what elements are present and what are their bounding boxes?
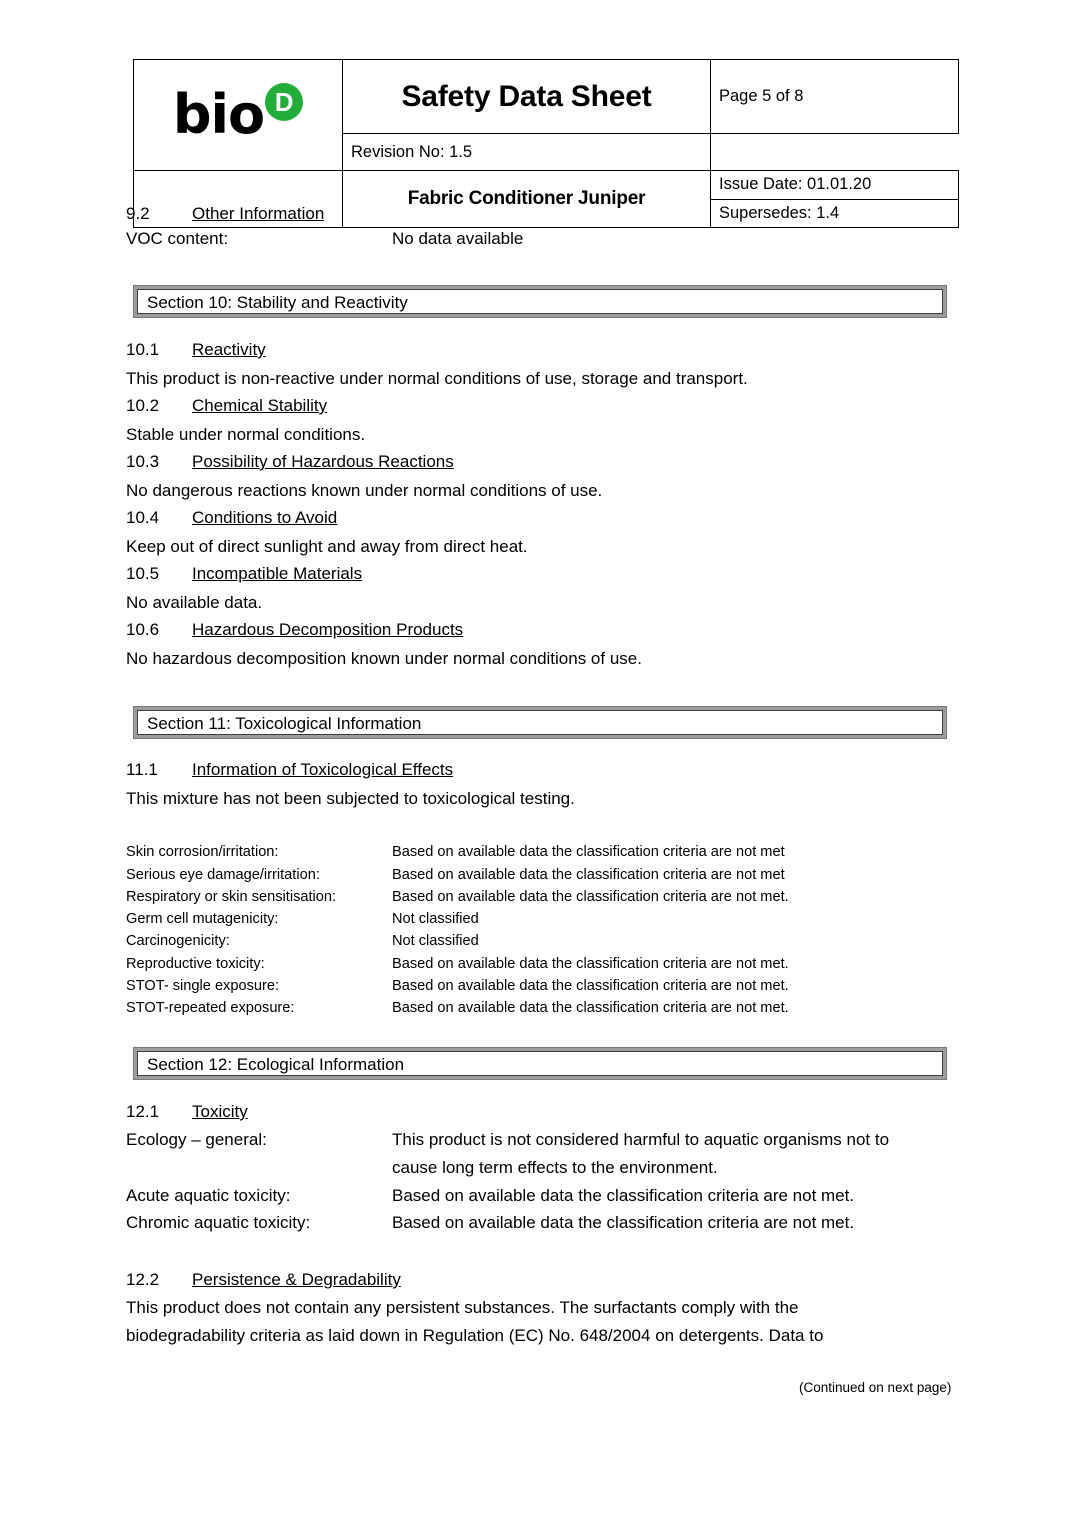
ecology-value: This product is not considered harmful to aquatic organisms not to <box>392 1130 890 1149</box>
tox-value: Not classified <box>392 911 479 927</box>
tox-value: Based on available data the classification criteria are not met. <box>392 1000 789 1016</box>
subsection-10-6-heading <box>126 621 463 638</box>
document-subtitle: Fabric Conditioner Juniper <box>343 171 711 228</box>
subsection-10-5-number: 10.5 <box>126 564 160 583</box>
tox-label: Skin corrosion/irritation: <box>126 844 279 860</box>
subsection-10-2-heading <box>126 397 327 414</box>
document-header-table <box>133 59 959 228</box>
subsection-11-1-title: Information of Toxicological Effects <box>192 760 454 779</box>
section-12-bar <box>133 1047 947 1080</box>
subsection-12-2-heading <box>126 1271 401 1288</box>
section-10-bar <box>133 285 947 318</box>
subsection-12-1-number: 12.1 <box>126 1102 160 1121</box>
subsection-9-2-title: Other Information <box>192 204 325 223</box>
chromic-aquatic-toxicity-label: Chromic aquatic toxicity: <box>126 1213 311 1232</box>
subsection-10-6-title: Hazardous Decomposition Products <box>192 620 464 639</box>
acute-aquatic-toxicity-label: Acute aquatic toxicity: <box>126 1186 291 1205</box>
logo-wordmark: bio <box>172 83 265 146</box>
tox-label: STOT- single exposure: <box>126 978 280 994</box>
tox-row <box>126 934 479 949</box>
subsection-10-4-title: Conditions to Avoid <box>192 508 338 527</box>
bio-d-logo <box>172 83 303 146</box>
tox-value: Based on available data the classification criteria are not met. <box>392 889 789 905</box>
subsection-10-3-number: 10.3 <box>126 452 160 471</box>
subsection-10-1-heading <box>126 341 266 358</box>
subsection-10-4-body: Keep out of direct sunlight and away from direct heat. <box>126 537 528 556</box>
subsection-12-2-number: 12.2 <box>126 1270 160 1289</box>
tox-label: Germ cell mutagenicity: <box>126 911 279 927</box>
logo-d-badge-icon: D <box>265 83 303 121</box>
tox-row <box>126 957 789 972</box>
tox-label: Reproductive toxicity: <box>126 956 265 972</box>
tox-label: Respiratory or skin sensitisation: <box>126 889 337 905</box>
subsection-10-3-heading <box>126 453 454 470</box>
meta-page-number: Page 5 of 8 <box>711 60 959 134</box>
acute-aquatic-toxicity-value: Based on available data the classification criteria are not met. <box>392 1186 855 1205</box>
tox-label: Serious eye damage/irritation: <box>126 867 320 883</box>
subsection-11-1-heading <box>126 761 453 778</box>
subsection-12-2-title: Persistence & Degradability <box>192 1270 401 1289</box>
subsection-10-1-body: This product is non-reactive under normal conditions of use, storage and transport. <box>126 369 748 388</box>
continued-footer-note: (Continued on next page) <box>799 1380 952 1395</box>
subsection-10-5-heading <box>126 565 362 582</box>
section-11-bar <box>133 706 947 739</box>
subsection-11-1-body: This mixture has not been subjected to toxicological testing. <box>126 789 575 808</box>
acute-aquatic-toxicity-row <box>126 1187 854 1204</box>
subsection-10-6-body: No hazardous decomposition known under normal conditions of use. <box>126 649 642 668</box>
subsection-10-4-number: 10.4 <box>126 508 160 527</box>
tox-value: Based on available data the classification criteria are not met. <box>392 978 789 994</box>
tox-row <box>126 868 785 883</box>
subsection-12-1-heading <box>126 1103 248 1120</box>
meta-issue-date: Issue Date: 01.01.20 <box>711 171 959 200</box>
tox-label: Carcinogenicity: <box>126 933 230 949</box>
ecology-value-continued: cause long term effects to the environment. <box>392 1158 718 1177</box>
logo-cell <box>134 60 343 171</box>
subsection-10-2-number: 10.2 <box>126 396 160 415</box>
ecology-label: Ecology – general: <box>126 1130 267 1149</box>
meta-supersedes: Supersedes: 1.4 <box>711 199 959 228</box>
tox-row <box>126 845 785 860</box>
voc-content-row <box>126 230 523 247</box>
voc-content-value: No data available <box>392 229 524 248</box>
subsection-9-2-number: 9.2 <box>126 204 150 223</box>
chromic-aquatic-toxicity-value: Based on available data the classification criteria are not met. <box>392 1213 855 1232</box>
subsection-10-5-body: No available data. <box>126 593 263 612</box>
ecology-row <box>126 1131 889 1148</box>
subsection-10-2-body: Stable under normal conditions. <box>126 425 366 444</box>
tox-value: Not classified <box>392 933 479 949</box>
document-title: Safety Data Sheet <box>343 60 711 134</box>
subsection-10-5-title: Incompatible Materials <box>192 564 363 583</box>
tox-row <box>126 912 479 927</box>
chromic-aquatic-toxicity-row <box>126 1214 854 1231</box>
tox-value: Based on available data the classification criteria are not met. <box>392 956 789 972</box>
tox-row <box>126 979 789 994</box>
tox-row <box>126 890 789 905</box>
subsection-9-2-heading <box>126 205 324 222</box>
subsection-12-2-body-line-1: This product does not contain any persistent substances. The surfactants comply with the <box>126 1298 799 1317</box>
subsection-10-1-title: Reactivity <box>192 340 266 359</box>
subsection-10-3-title: Possibility of Hazardous Reactions <box>192 452 454 471</box>
tox-value: Based on available data the classification criteria are not met <box>392 844 785 860</box>
subsection-12-2-body-line-2: biodegradability criteria as laid down in Regulation (EC) No. 648/2004 on detergents. Data to <box>126 1326 824 1345</box>
voc-content-label: VOC content: <box>126 229 229 248</box>
subsection-10-6-number: 10.6 <box>126 620 160 639</box>
section-10-bar-label: Section 10: Stability and Reactivity <box>137 289 943 314</box>
section-11-bar-label: Section 11: Toxicological Information <box>137 710 943 735</box>
subsection-10-2-title: Chemical Stability <box>192 396 328 415</box>
ecology-row-continuation <box>126 1159 718 1176</box>
subsection-10-1-number: 10.1 <box>126 340 160 359</box>
subsection-10-3-body: No dangerous reactions known under normal conditions of use. <box>126 481 603 500</box>
subsection-10-4-heading <box>126 509 337 526</box>
subsection-11-1-number: 11.1 <box>126 760 158 779</box>
meta-revision-no: Revision No: 1.5 <box>343 134 711 171</box>
tox-label: STOT-repeated exposure: <box>126 1000 295 1016</box>
tox-value: Based on available data the classification criteria are not met <box>392 867 785 883</box>
section-12-bar-label: Section 12: Ecological Information <box>137 1051 943 1076</box>
tox-row <box>126 1001 789 1016</box>
subsection-12-1-title: Toxicity <box>192 1102 248 1121</box>
